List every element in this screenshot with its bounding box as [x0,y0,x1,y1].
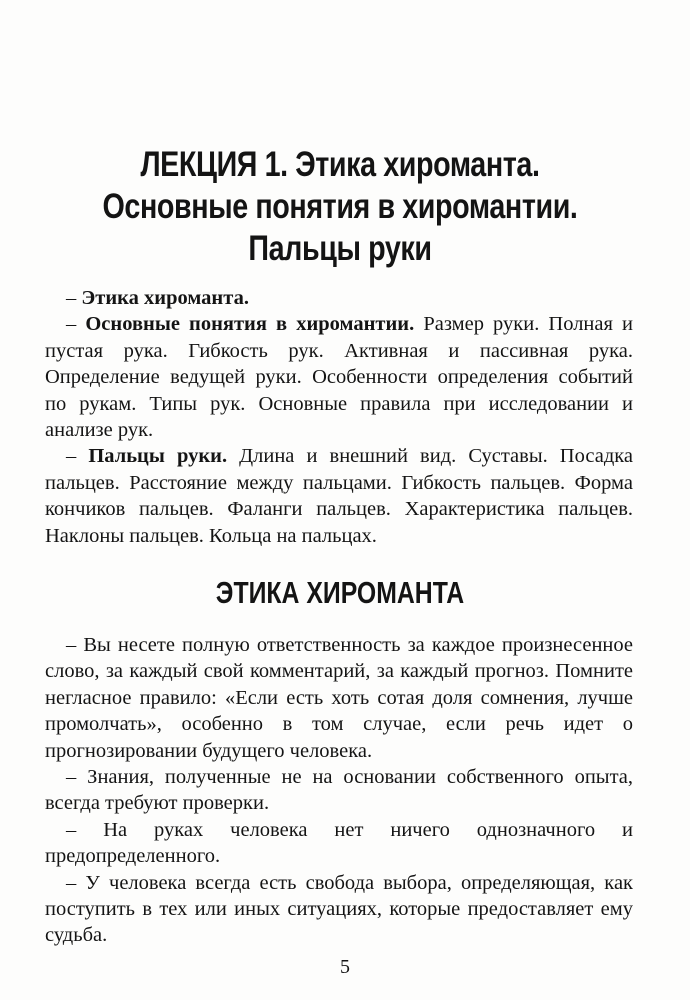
body-paragraph [45,870,633,949]
outline-item-fingers [45,443,633,549]
outline-item-basic-concepts [45,311,633,443]
page-number: 5 [340,956,350,978]
outline-item-ethics-title: Этика хироманта. [81,287,249,309]
outline-item-ethics [45,285,633,311]
lecture-title-line-1: ЛЕКЦИЯ 1. Этика хироманта. [140,145,540,184]
paragraph-dash: – [66,766,77,789]
paragraph-dash: – [66,634,77,656]
outline-item-basic-concepts-title: Основные понятия в хиромантии. [85,313,415,336]
paragraph-dash: – [66,871,77,894]
outline-dash: – [66,287,77,309]
body-paragraph [45,764,633,817]
outline-item-fingers-title: Пальцы руки. [88,445,228,468]
body-paragraph-text: У человека всегда есть свобода выбора, определяющая, как поступить в тех или иных ситуациях, которые предоставляет ему судьба. [45,871,634,947]
section-body [45,632,633,949]
paragraph-dash: – [66,818,77,841]
lecture-title-line-3: Пальцы руки [248,229,432,268]
section-heading: ЭТИКА ХИРОМАНТА [215,575,465,610]
lecture-outline [45,285,633,549]
body-paragraph-text: Вы несете полную ответственность за каждое произнесенное слово, за каждый свой комментарий, за каждый прогноз. Помните негласное правило: «Если есть хоть сотая доля сомнения, лучше промолчать», особенно в том случае, если речь идет о прогнозировании будущего человека. [45,634,634,762]
body-paragraph [45,817,633,870]
outline-dash: – [66,445,77,468]
lecture-title [94,144,586,270]
body-paragraph-text: На руках человека нет ничего однозначного и предопределенного. [45,818,634,868]
body-paragraph-text: Знания, полученные не на основании собственного опыта, всегда требуют проверки. [45,766,634,815]
outline-dash: – [66,313,77,336]
outline-item-fingers-text: Длина и внешний вид. Суставы. Посадка пальцев. Расстояние между пальцами. Гибкость пальцев. Форма кончиков пальцев. Фаланги пальцев. Характеристика пальцев. Наклоны пальцев. Кольца на пальцах. [45,445,634,547]
body-paragraph [45,632,633,764]
outline-item-basic-concepts-text: Размер руки. Полная и пустая рука. Гибкость рук. Активная и пассивная рука. Определение ведущей руки. Особенности определения событий по рукам. Типы рук. Основные правила при исследовании и анализе рук. [45,313,633,442]
lecture-title-line-2: Основные понятия в хиромантии. [102,187,578,226]
